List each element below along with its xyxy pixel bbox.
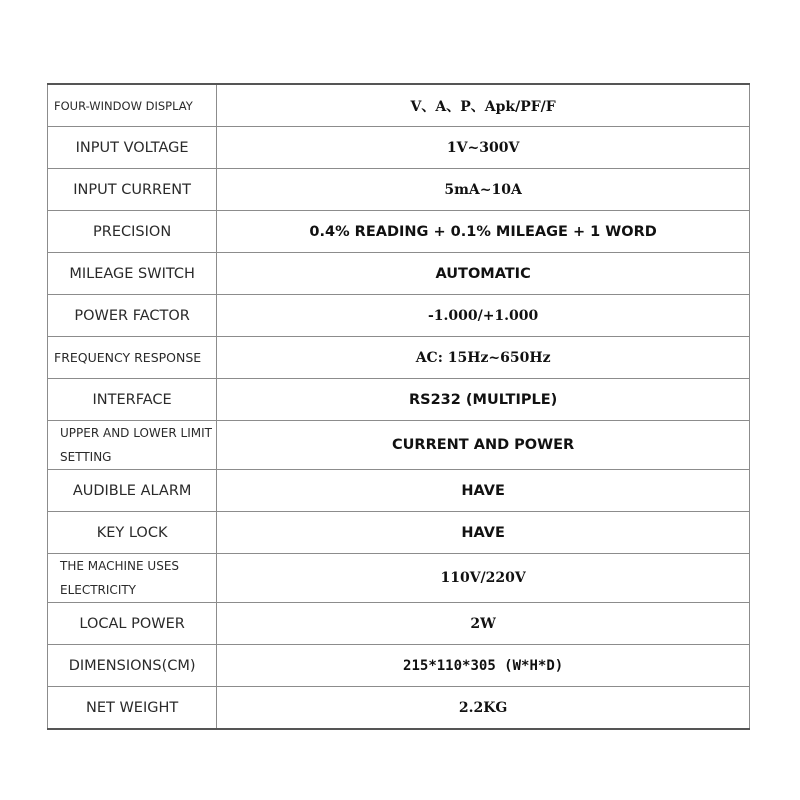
spec-value-four-window-display: V、A、P、Apk/PF/F [217,84,750,127]
table-row [48,603,750,645]
table-row [48,253,750,295]
spec-table [47,83,750,730]
spec-label-input-voltage: INPUT VOLTAGE [48,127,217,169]
table-row [48,337,750,379]
spec-value-key-lock: HAVE [217,512,750,554]
table-row [48,554,750,603]
table-row [48,127,750,169]
spec-value-audible-alarm: HAVE [217,470,750,512]
spec-value-dimensions: 215*110*305 (W*H*D) [217,645,750,687]
spec-label-four-window-display: FOUR-WINDOW DISPLAY [48,84,217,127]
table-row [48,84,750,127]
table-row [48,211,750,253]
spec-label-limit-setting: UPPER AND LOWER LIMIT SETTING [48,421,217,470]
spec-label-key-lock: KEY LOCK [48,512,217,554]
spec-label-input-current: INPUT CURRENT [48,169,217,211]
spec-label-frequency-response: FREQUENCY RESPONSE [48,337,217,379]
spec-label-interface: INTERFACE [48,379,217,421]
spec-value-power-factor: -1.000/+1.000 [217,295,750,337]
table-row [48,169,750,211]
spec-label-net-weight: NET WEIGHT [48,687,217,730]
spec-label-local-power: LOCAL POWER [48,603,217,645]
spec-value-frequency-response: AC: 15Hz~650Hz [217,337,750,379]
table-row [48,512,750,554]
spec-label-power-factor: POWER FACTOR [48,295,217,337]
spec-value-input-current: 5mA~10A [217,169,750,211]
spec-label-audible-alarm: AUDIBLE ALARM [48,470,217,512]
spec-label-machine-electricity: THE MACHINE USES ELECTRICITY [48,554,217,603]
spec-value-precision: 0.4% READING + 0.1% MILEAGE + 1 WORD [217,211,750,253]
spec-value-limit-setting: CURRENT AND POWER [217,421,750,470]
spec-value-interface: RS232 (MULTIPLE) [217,379,750,421]
spec-value-input-voltage: 1V~300V [217,127,750,169]
spec-value-net-weight: 2.2KG [217,687,750,730]
table-row [48,421,750,470]
spec-value-machine-electricity: 110V/220V [217,554,750,603]
table-row [48,470,750,512]
table-row [48,379,750,421]
spec-value-local-power: 2W [217,603,750,645]
spec-label-dimensions: DIMENSIONS(CM) [48,645,217,687]
table-row [48,687,750,730]
table-row [48,645,750,687]
spec-value-mileage-switch: AUTOMATIC [217,253,750,295]
spec-label-mileage-switch: MILEAGE SWITCH [48,253,217,295]
spec-label-precision: PRECISION [48,211,217,253]
table-row [48,295,750,337]
